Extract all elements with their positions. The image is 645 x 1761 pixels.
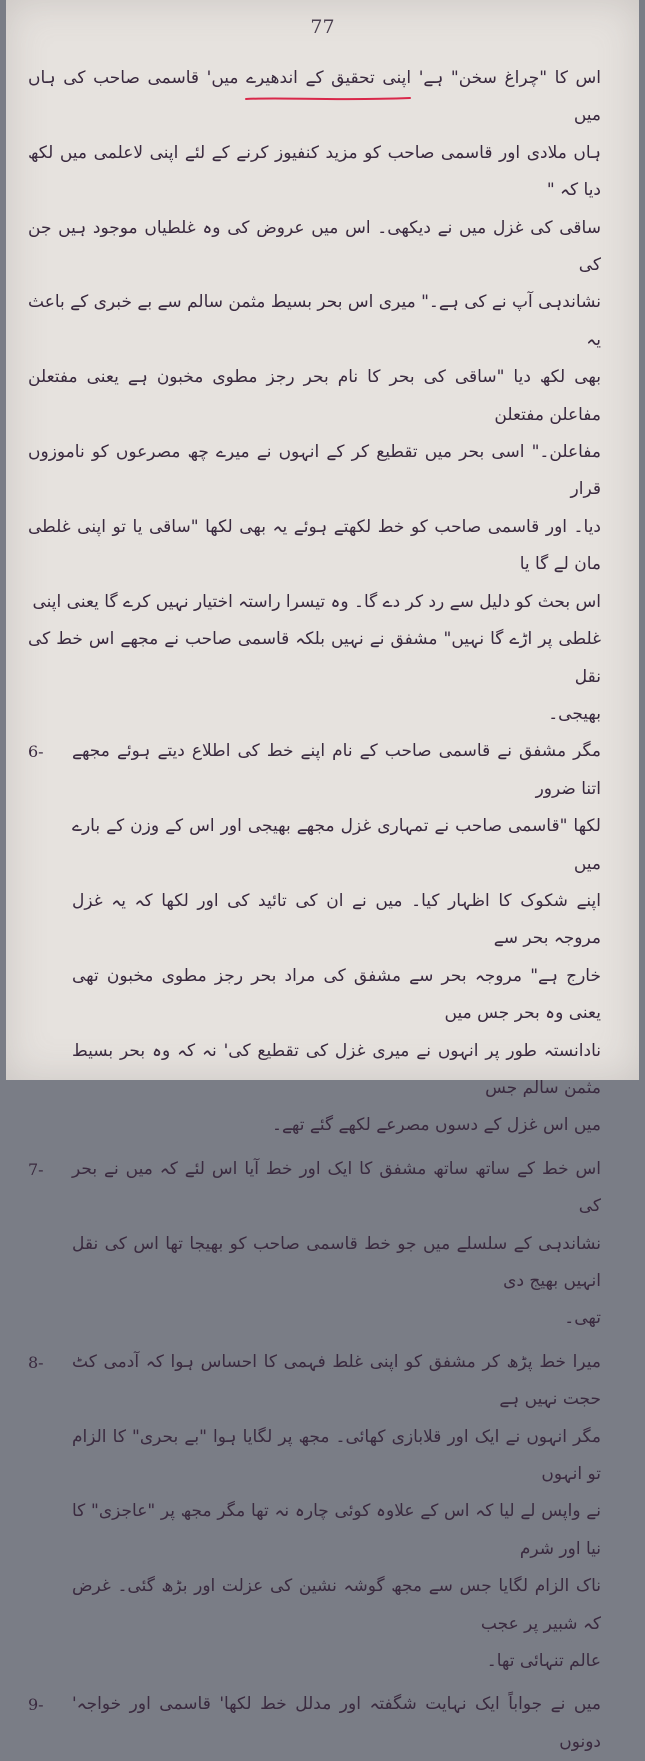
text-line: بھیجی۔ bbox=[548, 703, 601, 724]
text-line: اس خط کے ساتھ ساتھ مشفق کا ایک اور خط آیا اس لئے کہ میں نے بحر کی bbox=[72, 1158, 601, 1217]
numbered-item-6 bbox=[28, 733, 601, 1144]
item-text bbox=[72, 1344, 601, 1681]
text-line: میں نے جواباً ایک نہایت شگفتہ اور مدلل خط لکھا' قاسمی اور خواجہ' دونوں bbox=[72, 1694, 601, 1752]
item-number: 6- bbox=[28, 742, 44, 762]
text-line: خارج ہے" مروجہ بحر سے مشفق کی مراد بحر رجز مطوی مخبون تھی یعنی وہ بحر جس میں bbox=[72, 965, 601, 1024]
numbered-item-7 bbox=[28, 1151, 601, 1338]
numbered-item-8 bbox=[28, 1344, 601, 1681]
intro-paragraph bbox=[28, 60, 601, 733]
book-page bbox=[6, 0, 639, 1752]
text-line: میں اس غزل کے دسوں مصرعے لکھے گئے تھے۔ bbox=[271, 1115, 601, 1136]
text-line: اس کا "چراغ سخن" ہے' اپنی تحقیق کے اندھیرے میں' قاسمی صاحب کی ہاں میں bbox=[28, 68, 601, 126]
text-line: تھی۔ bbox=[564, 1308, 601, 1329]
item-text bbox=[72, 733, 601, 1144]
text-line: ہاں ملادی اور قاسمی صاحب کو مزید کنفیوز کرنے کے لئے اپنی لاعلمی میں لکھ دیا کہ " bbox=[28, 142, 601, 201]
page-number: 77 bbox=[310, 16, 335, 38]
text-line: ناک الزام لگایا جس سے مجھ گوشہ نشین کی عزلت اور بڑھ گئی۔ غرض کہ شبیر پر عجب bbox=[72, 1576, 601, 1634]
item-number: 7- bbox=[28, 1159, 44, 1179]
text-line: مگر مشفق نے قاسمی صاحب کے نام اپنے خط کی اطلاع دیتے ہوئے مجھے اتنا ضرور bbox=[72, 741, 601, 799]
item-number: 8- bbox=[28, 1352, 44, 1372]
text-line: نادانستہ طور پر انہوں نے میری غزل کی تقطیع کی' نہ کہ وہ بحر بسیط مثمن سالم جس bbox=[72, 1040, 601, 1098]
text-line: ساقی کی غزل میں نے دیکھی۔ اس میں عروض کی وہ غلطیاں موجود ہیں جن کی bbox=[28, 217, 601, 276]
text-line: بھی لکھ دیا "ساقی کی بحر کا نام بحر رجز مطوی مخبون ہے یعنی مفتعلن مفاعلن مفتعلن bbox=[28, 367, 601, 425]
item-number: 9- bbox=[28, 1695, 44, 1715]
text-line: نشاندہی کے سلسلے میں جو خط قاسمی صاحب کو بھیجا تھا اس کی نقل انہیں بھیج دی bbox=[72, 1233, 601, 1291]
numbered-item-9 bbox=[28, 1686, 601, 1761]
text-line: اپنے شکوک کا اظہار کیا۔ میں نے ان کی تائید کی اور لکھا کہ یہ غزل مروجہ بحر سے bbox=[72, 890, 601, 949]
text-line: دیا۔ اور قاسمی صاحب کو خط لکھتے ہوئے یہ بھی لکھا "ساقی یا تو اپنی غلطی مان لے گا یا bbox=[28, 516, 601, 575]
text-line: مفاعلن۔" اسی بحر میں تقطیع کر کے انہوں نے میرے چھ مصرعوں کو ناموزوں قرار bbox=[28, 442, 601, 500]
text-line: نے واپس لے لیا کہ اس کے علاوہ کوئی چارہ نہ تھا مگر مجھ پر "عاجزی" کا نیا اور شرم bbox=[72, 1501, 601, 1559]
urdu-body-text bbox=[28, 60, 601, 1761]
text-line: لکھا "قاسمی صاحب نے تمہاری غزل مجھے بھیجی اور اس کے وزن کے بارے میں bbox=[72, 816, 601, 874]
text-line: مگر انہوں نے ایک اور قلابازی کھائی۔ مجھ پر لگایا ہوا "بے بحری" کا الزام تو انہوں bbox=[72, 1426, 601, 1485]
text-line: اس بحث کو دلیل سے رد کر دے گا۔ وہ تیسرا راستہ اختیار نہیں کرے گا یعنی اپنی bbox=[32, 591, 601, 612]
text-line: غلطی پر اڑے گا نہیں" مشفق نے نہیں بلکہ قاسمی صاحب نے مجھے اس خط کی نقل bbox=[28, 629, 601, 687]
item-text bbox=[72, 1151, 601, 1338]
text-line: نشاندہی آپ نے کی ہے۔" میری اس بحر بسیط مثمن سالم سے بے خبری کے باعث یہ bbox=[28, 292, 601, 350]
text-line: عالم تنہائی تھا۔ bbox=[486, 1651, 601, 1672]
item-text bbox=[72, 1686, 601, 1761]
text-line: میرا خط پڑھ کر مشفق کو اپنی غلط فہمی کا احساس ہوا کہ آدمی کٹ حجت نہیں ہے bbox=[72, 1351, 601, 1410]
